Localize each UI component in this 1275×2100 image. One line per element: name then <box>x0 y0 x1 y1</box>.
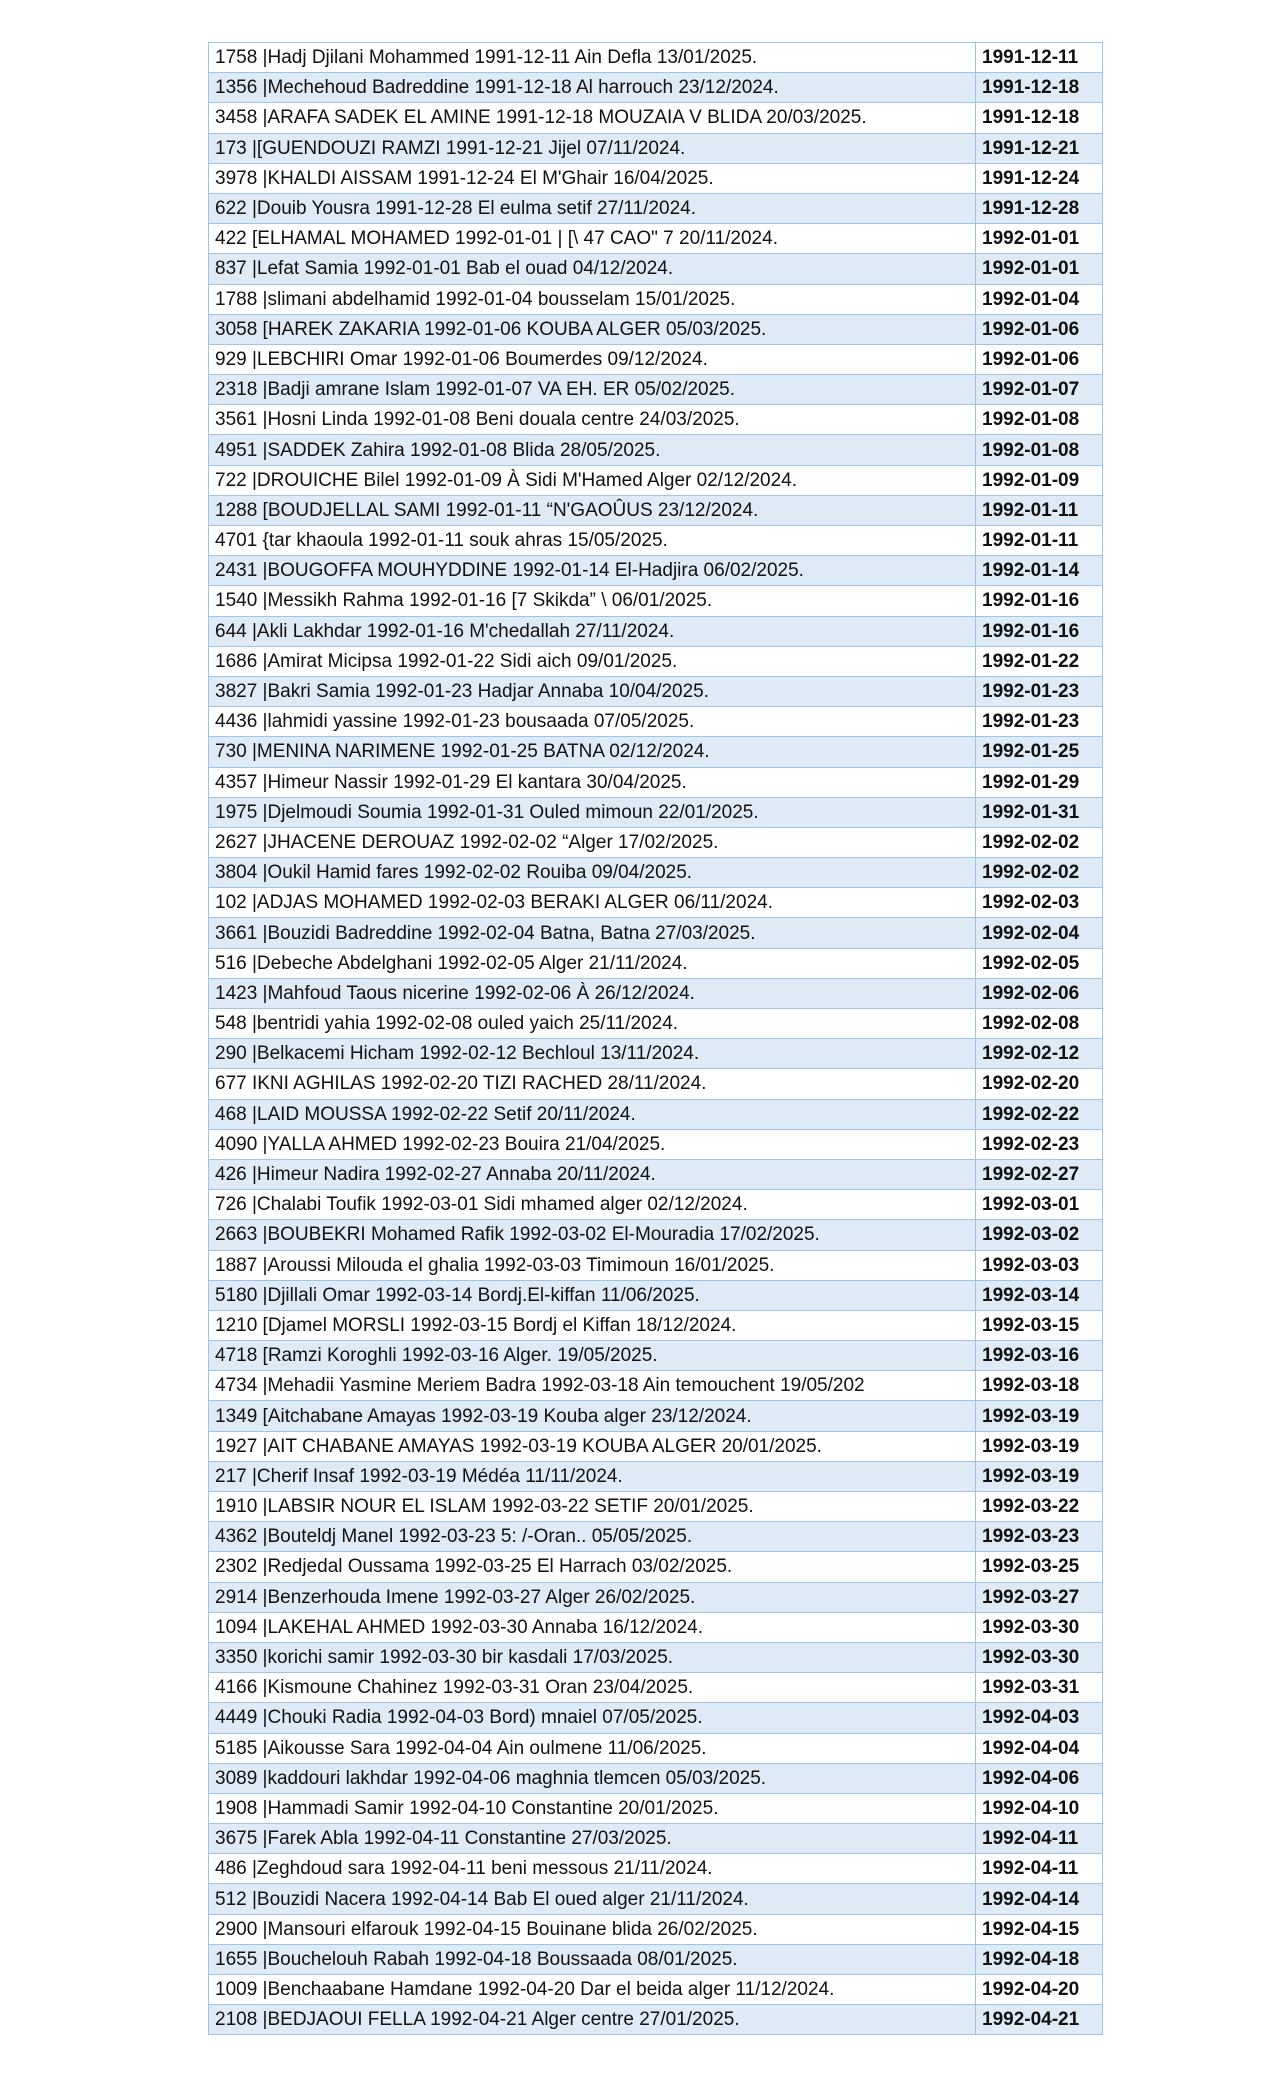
date-cell: 1992-01-22 <box>976 646 1103 676</box>
date-cell: 1992-01-08 <box>976 435 1103 465</box>
record-cell: 4436 |lahmidi yassine 1992-01-23 bousaada 07/05/2025. <box>209 707 976 737</box>
table-row <box>209 1824 1103 1854</box>
record-cell: 422 [ELHAMAL MOHAMED 1992-01-01 | [\ 47 CAO" 7 20/11/2024. <box>209 224 976 254</box>
date-cell: 1992-04-18 <box>976 1944 1103 1974</box>
record-cell: 4357 |Himeur Nassir 1992-01-29 El kantara 30/04/2025. <box>209 767 976 797</box>
table-row <box>209 1310 1103 1340</box>
date-cell: 1992-01-11 <box>976 526 1103 556</box>
date-cell: 1992-03-30 <box>976 1642 1103 1672</box>
date-cell: 1992-02-23 <box>976 1129 1103 1159</box>
date-cell: 1992-02-02 <box>976 827 1103 857</box>
table-row <box>209 1944 1103 1974</box>
table-row <box>209 1009 1103 1039</box>
table-row <box>209 918 1103 948</box>
date-cell: 1992-03-25 <box>976 1552 1103 1582</box>
date-cell: 1992-01-01 <box>976 254 1103 284</box>
table-row <box>209 254 1103 284</box>
table-row <box>209 1763 1103 1793</box>
table-row <box>209 495 1103 525</box>
table-row <box>209 1975 1103 2005</box>
table-row <box>209 948 1103 978</box>
date-cell: 1992-01-29 <box>976 767 1103 797</box>
table-row <box>209 1159 1103 1189</box>
table-row <box>209 767 1103 797</box>
record-cell: 5185 |Aikousse Sara 1992-04-04 Ain oulmene 11/06/2025. <box>209 1733 976 1763</box>
date-cell: 1992-02-04 <box>976 918 1103 948</box>
table-row <box>209 344 1103 374</box>
table-row <box>209 133 1103 163</box>
record-cell: 3661 |Bouzidi Badreddine 1992-02-04 Batna, Batna 27/03/2025. <box>209 918 976 948</box>
table-row <box>209 435 1103 465</box>
table-row <box>209 1884 1103 1914</box>
date-cell: 1992-04-06 <box>976 1763 1103 1793</box>
table-row <box>209 1673 1103 1703</box>
date-cell: 1992-01-23 <box>976 676 1103 706</box>
date-cell: 1992-01-16 <box>976 616 1103 646</box>
table-row <box>209 888 1103 918</box>
date-cell: 1992-04-11 <box>976 1824 1103 1854</box>
record-cell: 2900 |Mansouri elfarouk 1992-04-15 Bouinane blida 26/02/2025. <box>209 1914 976 1944</box>
record-cell: 290 |Belkacemi Hicham 1992-02-12 Bechloul 13/11/2024. <box>209 1039 976 1069</box>
record-cell: 722 |DROUICHE Bilel 1992-01-09 À Sidi M'Hamed Alger 02/12/2024. <box>209 465 976 495</box>
date-cell: 1992-01-14 <box>976 556 1103 586</box>
date-cell: 1992-03-30 <box>976 1612 1103 1642</box>
record-cell: 2108 |BEDJAOUI FELLA 1992-04-21 Alger centre 27/01/2025. <box>209 2005 976 2035</box>
table-row <box>209 1069 1103 1099</box>
date-cell: 1992-02-12 <box>976 1039 1103 1069</box>
table-row <box>209 1099 1103 1129</box>
date-cell: 1992-01-06 <box>976 314 1103 344</box>
table-row <box>209 1250 1103 1280</box>
record-cell: 4362 |Bouteldj Manel 1992-03-23 5: /-Oran.. 05/05/2025. <box>209 1522 976 1552</box>
record-cell: 3561 |Hosni Linda 1992-01-08 Beni douala centre 24/03/2025. <box>209 405 976 435</box>
table-row <box>209 1793 1103 1823</box>
record-cell: 837 |Lefat Samia 1992-01-01 Bab el ouad 04/12/2024. <box>209 254 976 284</box>
record-cell: 2627 |JHACENE DEROUAZ 1992-02-02 “Alger 17/02/2025. <box>209 827 976 857</box>
record-cell: 1910 |LABSIR NOUR EL ISLAM 1992-03-22 SETIF 20/01/2025. <box>209 1492 976 1522</box>
date-cell: 1991-12-18 <box>976 103 1103 133</box>
date-cell: 1991-12-28 <box>976 193 1103 223</box>
date-cell: 1992-03-23 <box>976 1522 1103 1552</box>
date-cell: 1992-01-07 <box>976 375 1103 405</box>
record-cell: 1975 |Djelmoudi Soumia 1992-01-31 Ouled mimoun 22/01/2025. <box>209 797 976 827</box>
record-cell: 426 |Himeur Nadira 1992-02-27 Annaba 20/11/2024. <box>209 1159 976 1189</box>
table-row <box>209 1341 1103 1371</box>
document-page <box>208 42 1090 2035</box>
date-cell: 1992-03-01 <box>976 1190 1103 1220</box>
table-row <box>209 375 1103 405</box>
date-cell: 1992-02-22 <box>976 1099 1103 1129</box>
record-cell: 1758 |Hadj Djilani Mohammed 1991-12-11 Ain Defla 13/01/2025. <box>209 43 976 73</box>
date-cell: 1992-04-04 <box>976 1733 1103 1763</box>
record-cell: 4449 |Chouki Radia 1992-04-03 Bord) mnaiel 07/05/2025. <box>209 1703 976 1733</box>
table-row <box>209 73 1103 103</box>
table-row <box>209 2005 1103 2035</box>
records-table-body <box>209 43 1103 2035</box>
record-cell: 1210 [Djamel MORSLI 1992-03-15 Bordj el Kiffan 18/12/2024. <box>209 1310 976 1340</box>
record-cell: 1288 [BOUDJELLAL SAMI 1992-01-11 “N'GAOÛUS 23/12/2024. <box>209 495 976 525</box>
table-row <box>209 1582 1103 1612</box>
table-row <box>209 1190 1103 1220</box>
table-row <box>209 163 1103 193</box>
date-cell: 1992-02-02 <box>976 858 1103 888</box>
date-cell: 1992-03-31 <box>976 1673 1103 1703</box>
table-row <box>209 1492 1103 1522</box>
table-row <box>209 1914 1103 1944</box>
date-cell: 1992-03-15 <box>976 1310 1103 1340</box>
record-cell: 1349 [Aitchabane Amayas 1992-03-19 Kouba alger 23/12/2024. <box>209 1401 976 1431</box>
record-cell: 726 |Chalabi Toufik 1992-03-01 Sidi mhamed alger 02/12/2024. <box>209 1190 976 1220</box>
date-cell: 1992-03-16 <box>976 1341 1103 1371</box>
date-cell: 1992-03-02 <box>976 1220 1103 1250</box>
record-cell: 2302 |Redjedal Oussama 1992-03-25 El Harrach 03/02/2025. <box>209 1552 976 1582</box>
date-cell: 1992-03-19 <box>976 1461 1103 1491</box>
date-cell: 1992-01-08 <box>976 405 1103 435</box>
record-cell: 516 |Debeche Abdelghani 1992-02-05 Alger 21/11/2024. <box>209 948 976 978</box>
date-cell: 1991-12-24 <box>976 163 1103 193</box>
table-row <box>209 526 1103 556</box>
table-row <box>209 737 1103 767</box>
record-cell: 1009 |Benchaabane Hamdane 1992-04-20 Dar el beida alger 11/12/2024. <box>209 1975 976 2005</box>
date-cell: 1991-12-18 <box>976 73 1103 103</box>
record-cell: 1927 |AIT CHABANE AMAYAS 1992-03-19 KOUBA ALGER 20/01/2025. <box>209 1431 976 1461</box>
table-row <box>209 1612 1103 1642</box>
table-row <box>209 1522 1103 1552</box>
date-cell: 1992-02-08 <box>976 1009 1103 1039</box>
date-cell: 1992-04-11 <box>976 1854 1103 1884</box>
table-row <box>209 1854 1103 1884</box>
date-cell: 1992-03-03 <box>976 1250 1103 1280</box>
table-row <box>209 616 1103 646</box>
record-cell: 1540 |Messikh Rahma 1992-01-16 [7 Skikda” \ 06/01/2025. <box>209 586 976 616</box>
table-row <box>209 405 1103 435</box>
table-row <box>209 1703 1103 1733</box>
date-cell: 1992-04-10 <box>976 1793 1103 1823</box>
date-cell: 1992-01-01 <box>976 224 1103 254</box>
record-cell: 217 |Cherif Insaf 1992-03-19 Médéa 11/11/2024. <box>209 1461 976 1491</box>
date-cell: 1992-03-18 <box>976 1371 1103 1401</box>
record-cell: 2914 |Benzerhouda Imene 1992-03-27 Alger 26/02/2025. <box>209 1582 976 1612</box>
table-row <box>209 314 1103 344</box>
table-row <box>209 858 1103 888</box>
table-row <box>209 1371 1103 1401</box>
record-cell: 3804 |Oukil Hamid fares 1992-02-02 Rouiba 09/04/2025. <box>209 858 976 888</box>
record-cell: 1094 |LAKEHAL AHMED 1992-03-30 Annaba 16/12/2024. <box>209 1612 976 1642</box>
date-cell: 1992-02-27 <box>976 1159 1103 1189</box>
record-cell: 1887 |Aroussi Milouda el ghalia 1992-03-03 Timimoun 16/01/2025. <box>209 1250 976 1280</box>
record-cell: 644 |Akli Lakhdar 1992-01-16 M'chedallah 27/11/2024. <box>209 616 976 646</box>
date-cell: 1992-01-06 <box>976 344 1103 374</box>
date-cell: 1992-03-22 <box>976 1492 1103 1522</box>
record-cell: 1788 |slimani abdelhamid 1992-01-04 bousselam 15/01/2025. <box>209 284 976 314</box>
date-cell: 1992-02-06 <box>976 978 1103 1008</box>
table-row <box>209 465 1103 495</box>
record-cell: 4718 [Ramzi Koroghli 1992-03-16 Alger. 19/05/2025. <box>209 1341 976 1371</box>
record-cell: 4734 |Mehadii Yasmine Meriem Badra 1992-03-18 Ain temouchent 19/05/202 <box>209 1371 976 1401</box>
table-row <box>209 1280 1103 1310</box>
record-cell: 4090 |YALLA AHMED 1992-02-23 Bouira 21/04/2025. <box>209 1129 976 1159</box>
date-cell: 1992-04-03 <box>976 1703 1103 1733</box>
date-cell: 1992-03-19 <box>976 1401 1103 1431</box>
table-row <box>209 1129 1103 1159</box>
table-row <box>209 676 1103 706</box>
table-row <box>209 646 1103 676</box>
record-cell: 5180 |Djillali Omar 1992-03-14 Bordj.El-kiffan 11/06/2025. <box>209 1280 976 1310</box>
date-cell: 1992-02-20 <box>976 1069 1103 1099</box>
table-row <box>209 224 1103 254</box>
date-cell: 1992-03-14 <box>976 1280 1103 1310</box>
record-cell: 929 |LEBCHIRI Omar 1992-01-06 Boumerdes 09/12/2024. <box>209 344 976 374</box>
records-table <box>208 42 1103 2035</box>
table-row <box>209 1220 1103 1250</box>
record-cell: 3675 |Farek Abla 1992-04-11 Constantine 27/03/2025. <box>209 1824 976 1854</box>
record-cell: 4701 {tar khaoula 1992-01-11 souk ahras 15/05/2025. <box>209 526 976 556</box>
record-cell: 468 |LAID MOUSSA 1992-02-22 Setif 20/11/2024. <box>209 1099 976 1129</box>
record-cell: 2663 |BOUBEKRI Mohamed Rafik 1992-03-02 El-Mouradia 17/02/2025. <box>209 1220 976 1250</box>
record-cell: 512 |Bouzidi Nacera 1992-04-14 Bab El oued alger 21/11/2024. <box>209 1884 976 1914</box>
record-cell: 1655 |Bouchelouh Rabah 1992-04-18 Boussaada 08/01/2025. <box>209 1944 976 1974</box>
table-row <box>209 193 1103 223</box>
date-cell: 1992-03-27 <box>976 1582 1103 1612</box>
table-row <box>209 1401 1103 1431</box>
record-cell: 3978 |KHALDI AISSAM 1991-12-24 El M'Ghair 16/04/2025. <box>209 163 976 193</box>
record-cell: 173 |[GUENDOUZI RAMZI 1991-12-21 Jijel 07/11/2024. <box>209 133 976 163</box>
record-cell: 622 |Douib Yousra 1991-12-28 El eulma setif 27/11/2024. <box>209 193 976 223</box>
table-row <box>209 797 1103 827</box>
date-cell: 1992-04-21 <box>976 2005 1103 2035</box>
table-row <box>209 978 1103 1008</box>
table-row <box>209 1039 1103 1069</box>
date-cell: 1992-02-05 <box>976 948 1103 978</box>
table-row <box>209 103 1103 133</box>
record-cell: 1356 |Mechehoud Badreddine 1991-12-18 Al harrouch 23/12/2024. <box>209 73 976 103</box>
date-cell: 1992-01-31 <box>976 797 1103 827</box>
date-cell: 1992-03-19 <box>976 1431 1103 1461</box>
record-cell: 4166 |Kismoune Chahinez 1992-03-31 Oran 23/04/2025. <box>209 1673 976 1703</box>
date-cell: 1992-01-23 <box>976 707 1103 737</box>
date-cell: 1992-01-25 <box>976 737 1103 767</box>
date-cell: 1992-04-14 <box>976 1884 1103 1914</box>
date-cell: 1992-04-20 <box>976 1975 1103 2005</box>
table-row <box>209 1461 1103 1491</box>
date-cell: 1992-02-03 <box>976 888 1103 918</box>
record-cell: 3458 |ARAFA SADEK EL AMINE 1991-12-18 MOUZAIA V BLIDA 20/03/2025. <box>209 103 976 133</box>
record-cell: 677 IKNI AGHILAS 1992-02-20 TIZI RACHED 28/11/2024. <box>209 1069 976 1099</box>
table-row <box>209 827 1103 857</box>
table-row <box>209 1642 1103 1672</box>
record-cell: 3827 |Bakri Samia 1992-01-23 Hadjar Annaba 10/04/2025. <box>209 676 976 706</box>
date-cell: 1992-01-09 <box>976 465 1103 495</box>
record-cell: 2318 |Badji amrane Islam 1992-01-07 VA EH. ER 05/02/2025. <box>209 375 976 405</box>
date-cell: 1992-01-11 <box>976 495 1103 525</box>
table-row <box>209 586 1103 616</box>
record-cell: 486 |Zeghdoud sara 1992-04-11 beni messous 21/11/2024. <box>209 1854 976 1884</box>
record-cell: 730 |MENINA NARIMENE 1992-01-25 BATNA 02/12/2024. <box>209 737 976 767</box>
record-cell: 1686 |Amirat Micipsa 1992-01-22 Sidi aich 09/01/2025. <box>209 646 976 676</box>
record-cell: 102 |ADJAS MOHAMED 1992-02-03 BERAKI ALGER 06/11/2024. <box>209 888 976 918</box>
record-cell: 548 |bentridi yahia 1992-02-08 ouled yaich 25/11/2024. <box>209 1009 976 1039</box>
table-row <box>209 556 1103 586</box>
table-row <box>209 1733 1103 1763</box>
date-cell: 1991-12-21 <box>976 133 1103 163</box>
record-cell: 1423 |Mahfoud Taous nicerine 1992-02-06 À 26/12/2024. <box>209 978 976 1008</box>
record-cell: 2431 |BOUGOFFA MOUHYDDINE 1992-01-14 El-Hadjira 06/02/2025. <box>209 556 976 586</box>
date-cell: 1992-04-15 <box>976 1914 1103 1944</box>
record-cell: 1908 |Hammadi Samir 1992-04-10 Constantine 20/01/2025. <box>209 1793 976 1823</box>
table-row <box>209 43 1103 73</box>
table-row <box>209 284 1103 314</box>
date-cell: 1992-01-04 <box>976 284 1103 314</box>
record-cell: 4951 |SADDEK Zahira 1992-01-08 Blida 28/05/2025. <box>209 435 976 465</box>
table-row <box>209 1552 1103 1582</box>
table-row <box>209 1431 1103 1461</box>
date-cell: 1991-12-11 <box>976 43 1103 73</box>
record-cell: 3058 [HAREK ZAKARIA 1992-01-06 KOUBA ALGER 05/03/2025. <box>209 314 976 344</box>
record-cell: 3089 |kaddouri lakhdar 1992-04-06 maghnia tlemcen 05/03/2025. <box>209 1763 976 1793</box>
record-cell: 3350 |korichi samir 1992-03-30 bir kasdali 17/03/2025. <box>209 1642 976 1672</box>
date-cell: 1992-01-16 <box>976 586 1103 616</box>
table-row <box>209 707 1103 737</box>
